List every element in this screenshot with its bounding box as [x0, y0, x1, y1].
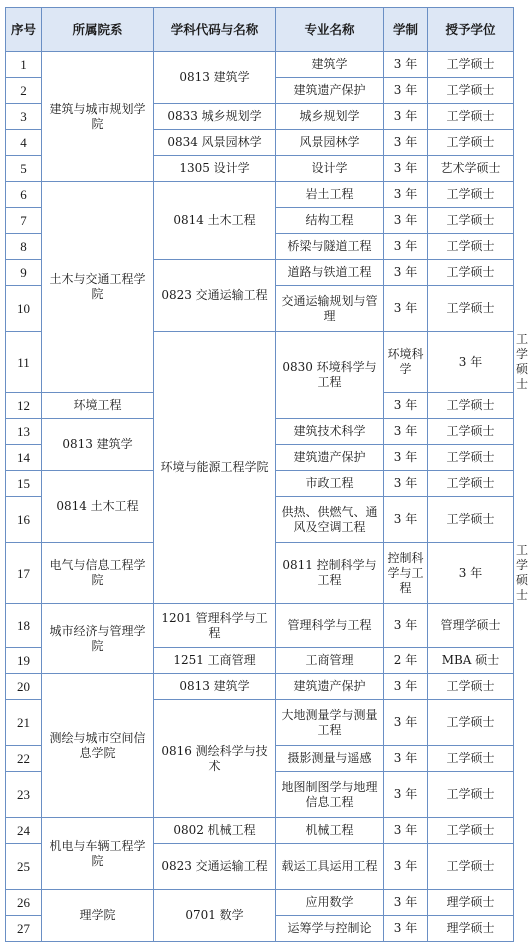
programs-table	[5, 7, 528, 942]
cell-discipline: 0811 控制科学与工程	[276, 543, 384, 604]
cell-major: 城乡规划学	[276, 104, 384, 130]
cell-discipline: 1251 工商管理	[154, 648, 276, 674]
cell-major: 工商管理	[276, 648, 384, 674]
cell-years: 3 年	[384, 746, 428, 772]
cell-dept: 测绘与城市空间信息学院	[42, 674, 154, 818]
cell-major: 应用数学	[276, 890, 384, 916]
cell-no: 13	[6, 419, 42, 445]
cell-no: 22	[6, 746, 42, 772]
cell-degree: 工学硕士	[428, 208, 514, 234]
cell-discipline: 0833 城乡规划学	[154, 104, 276, 130]
cell-major: 载运工具运用工程	[276, 844, 384, 890]
header-degree: 授予学位	[428, 8, 514, 52]
cell-discipline: 0802 机械工程	[154, 818, 276, 844]
cell-years: 3 年	[384, 286, 428, 332]
cell-dept: 机电与车辆工程学院	[42, 818, 154, 890]
cell-major: 摄影测量与遥感	[276, 746, 384, 772]
cell-years: 3 年	[384, 471, 428, 497]
cell-major: 供热、供燃气、通风及空调工程	[276, 497, 384, 543]
cell-degree: 工学硕士	[428, 52, 514, 78]
cell-degree: 工学硕士	[428, 746, 514, 772]
header-years: 学制	[384, 8, 428, 52]
cell-years: 3 年	[384, 104, 428, 130]
cell-years: 3 年	[384, 234, 428, 260]
cell-no: 10	[6, 286, 42, 332]
cell-discipline: 0813 建筑学	[154, 52, 276, 104]
cell-dept: 建筑与城市规划学院	[42, 52, 154, 182]
table-body	[6, 52, 528, 942]
cell-discipline: 0814 土木工程	[42, 471, 154, 543]
cell-degree: 工学硕士	[428, 393, 514, 419]
cell-discipline: 1305 设计学	[154, 156, 276, 182]
cell-major: 大地测量学与测量工程	[276, 700, 384, 746]
cell-discipline: 0834 风景园林学	[154, 130, 276, 156]
cell-no: 9	[6, 260, 42, 286]
cell-no: 3	[6, 104, 42, 130]
header-major: 专业名称	[276, 8, 384, 52]
cell-no: 24	[6, 818, 42, 844]
cell-years: 3 年	[384, 890, 428, 916]
cell-no: 11	[6, 332, 42, 393]
cell-degree: 工学硕士	[428, 674, 514, 700]
cell-years: 3 年	[384, 156, 428, 182]
table-row	[6, 182, 514, 208]
cell-major: 建筑学	[276, 52, 384, 78]
cell-degree: 工学硕士	[428, 497, 514, 543]
cell-years: 2 年	[384, 648, 428, 674]
cell-no: 5	[6, 156, 42, 182]
cell-degree: 工学硕士	[428, 471, 514, 497]
cell-discipline: 1201 管理科学与工程	[154, 604, 276, 648]
cell-major: 环境工程	[42, 393, 154, 419]
cell-no: 6	[6, 182, 42, 208]
header-row	[6, 8, 514, 52]
cell-years: 3 年	[384, 844, 428, 890]
cell-no: 14	[6, 445, 42, 471]
cell-degree: 工学硕士	[428, 234, 514, 260]
cell-no: 25	[6, 844, 42, 890]
table-row	[6, 52, 514, 78]
cell-degree: 工学硕士	[428, 104, 514, 130]
cell-years: 3 年	[384, 497, 428, 543]
cell-major: 市政工程	[276, 471, 384, 497]
table-row	[6, 604, 514, 648]
cell-discipline: 0816 测绘科学与技术	[154, 700, 276, 818]
table-row: 11 环境与能源工程学院 0830 环境科学与工程 环境科学 3 年 工学硕士	[6, 332, 514, 393]
cell-no: 12	[6, 393, 42, 419]
cell-degree: 工学硕士	[428, 844, 514, 890]
cell-years: 3 年	[384, 393, 428, 419]
cell-years: 3 年	[384, 445, 428, 471]
cell-degree: 理学硕士	[428, 916, 514, 942]
cell-major: 风景园林学	[276, 130, 384, 156]
cell-years: 3 年	[384, 130, 428, 156]
cell-discipline: 0701 数学	[154, 890, 276, 942]
cell-no: 27	[6, 916, 42, 942]
header-discipline: 学科代码与名称	[154, 8, 276, 52]
cell-no: 1	[6, 52, 42, 78]
cell-discipline: 0814 土木工程	[154, 182, 276, 260]
cell-major: 管理科学与工程	[276, 604, 384, 648]
cell-major: 机械工程	[276, 818, 384, 844]
cell-years: 3 年	[384, 208, 428, 234]
table-row	[6, 674, 514, 700]
cell-major: 道路与铁道工程	[276, 260, 384, 286]
cell-years: 3 年	[384, 52, 428, 78]
cell-no: 19	[6, 648, 42, 674]
table-row	[6, 818, 514, 844]
cell-degree: 工学硕士	[428, 182, 514, 208]
cell-major: 交通运输规划与管理	[276, 286, 384, 332]
cell-degree: 工学硕士	[428, 419, 514, 445]
cell-no: 8	[6, 234, 42, 260]
cell-discipline: 0823 交通运输工程	[154, 844, 276, 890]
cell-discipline: 0830 环境科学与工程	[276, 332, 384, 419]
cell-dept: 理学院	[42, 890, 154, 942]
cell-degree: 工学硕士	[428, 818, 514, 844]
cell-degree: 工学硕士	[428, 286, 514, 332]
cell-major: 建筑遗产保护	[276, 445, 384, 471]
cell-years: 3 年	[384, 419, 428, 445]
cell-degree: 工学硕士	[428, 700, 514, 746]
cell-discipline: 0823 交通运输工程	[154, 260, 276, 332]
cell-years: 3 年	[428, 543, 514, 604]
cell-dept: 城市经济与管理学院	[42, 604, 154, 674]
cell-years: 3 年	[384, 916, 428, 942]
cell-dept: 土木与交通工程学院	[42, 182, 154, 393]
cell-years: 3 年	[384, 674, 428, 700]
cell-degree: 管理学硕士	[428, 604, 514, 648]
cell-dept: 环境与能源工程学院	[154, 332, 276, 604]
cell-no: 15	[6, 471, 42, 497]
cell-degree: 工学硕士	[428, 78, 514, 104]
cell-years: 3 年	[428, 332, 514, 393]
cell-no: 21	[6, 700, 42, 746]
cell-years: 3 年	[384, 78, 428, 104]
table-row: 17 电气与信息工程学院 0811 控制科学与工程 控制科学与工程 3 年 工学硕士	[6, 543, 514, 604]
cell-no: 26	[6, 890, 42, 916]
cell-major: 岩土工程	[276, 182, 384, 208]
cell-degree: 工学硕士	[428, 445, 514, 471]
cell-dept: 电气与信息工程学院	[42, 543, 154, 604]
cell-major: 控制科学与工程	[384, 543, 428, 604]
cell-years: 3 年	[384, 260, 428, 286]
cell-no: 20	[6, 674, 42, 700]
cell-no: 17	[6, 543, 42, 604]
cell-years: 3 年	[384, 700, 428, 746]
header-dept: 所属院系	[42, 8, 154, 52]
cell-degree: 艺术学硕士	[428, 156, 514, 182]
cell-no: 4	[6, 130, 42, 156]
cell-years: 3 年	[384, 182, 428, 208]
cell-degree: 工学硕士	[428, 260, 514, 286]
cell-major: 设计学	[276, 156, 384, 182]
cell-discipline: 0813 建筑学	[154, 674, 276, 700]
cell-degree: 工学硕士	[428, 130, 514, 156]
cell-years: 3 年	[384, 604, 428, 648]
cell-major: 建筑遗产保护	[276, 78, 384, 104]
cell-discipline: 0813 建筑学	[42, 419, 154, 471]
cell-degree: 工学硕士	[428, 772, 514, 818]
cell-years: 3 年	[384, 772, 428, 818]
cell-major: 环境科学	[384, 332, 428, 393]
cell-no: 18	[6, 604, 42, 648]
cell-major: 建筑技术科学	[276, 419, 384, 445]
cell-major: 运筹学与控制论	[276, 916, 384, 942]
header-no: 序号	[6, 8, 42, 52]
cell-no: 16	[6, 497, 42, 543]
cell-major: 结构工程	[276, 208, 384, 234]
cell-degree: 理学硕士	[428, 890, 514, 916]
table-container	[5, 7, 528, 942]
cell-major: 地图制图学与地理信息工程	[276, 772, 384, 818]
cell-major: 桥梁与隧道工程	[276, 234, 384, 260]
cell-years: 3 年	[384, 818, 428, 844]
cell-major: 建筑遗产保护	[276, 674, 384, 700]
cell-degree: MBA 硕士	[428, 648, 514, 674]
cell-no: 23	[6, 772, 42, 818]
cell-no: 7	[6, 208, 42, 234]
cell-no: 2	[6, 78, 42, 104]
table-row	[6, 890, 514, 916]
